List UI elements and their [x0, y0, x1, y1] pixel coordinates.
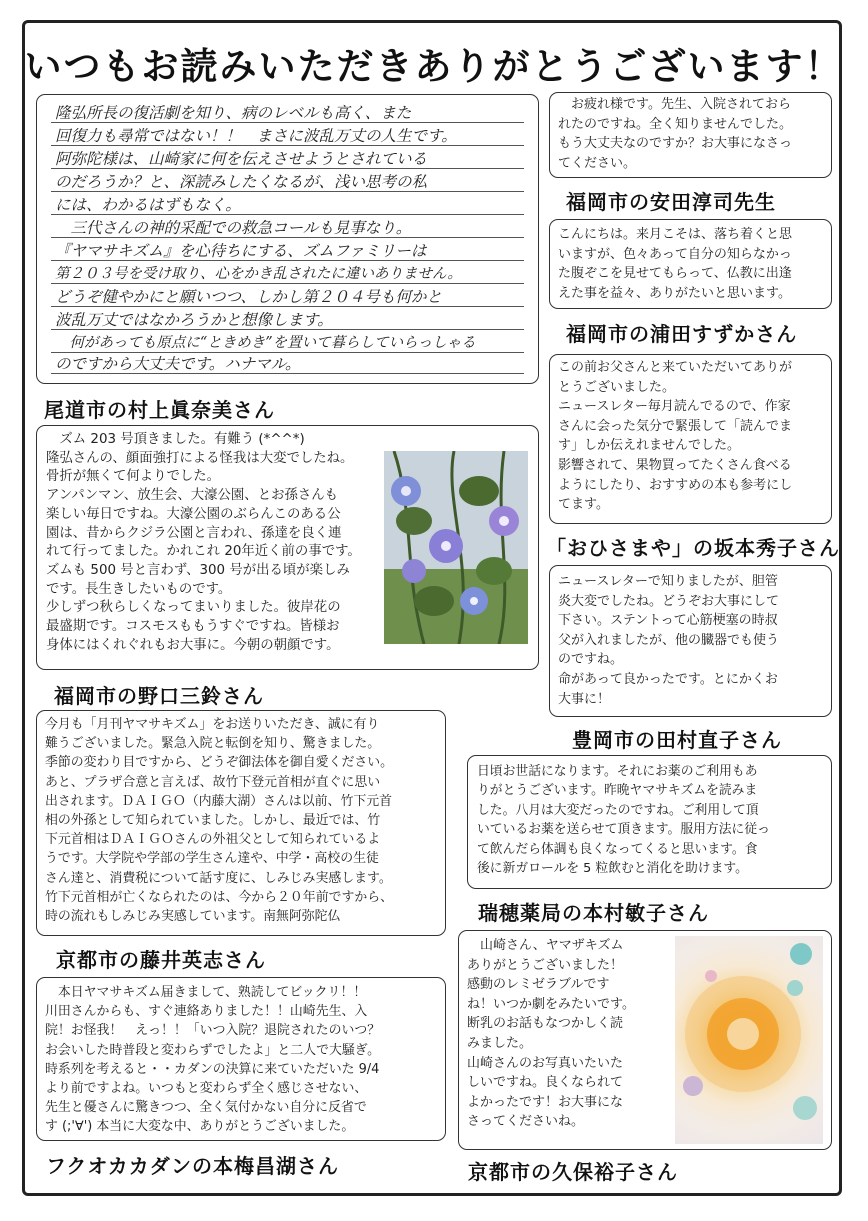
- handwritten-line: 回復力も尋常ではない！！ まさに波乱万丈の人生です。: [55, 127, 457, 145]
- author-name: 豊岡市の田村直子さん: [572, 728, 782, 752]
- author-name: 福岡市の安田淳司先生: [566, 190, 776, 214]
- author-name: 瑞穂薬局の本村敏子さん: [478, 901, 709, 925]
- letter-text: この前お父さんと来ていただいてありが とうございました。 ニュースレター毎月読んでるので、作家 さんに会った気分で緊張して「読んでま す」しか伝えれませんでした。 影響されて、果物買ってたくさん食べる ようにしたり、おすすめの本も参考にし てます。: [558, 360, 793, 513]
- handwritten-line: のですから大丈夫です。ハナマル。: [55, 355, 301, 373]
- letter-text: お疲れ様です。先生、入院されておら れたのですね。全く知りませんでした。 もう大丈夫なのですか？お大事になさっ てください。: [558, 97, 793, 171]
- author-name: 京都市の久保裕子さん: [468, 1160, 678, 1184]
- author-name: 「おひさまや」の坂本秀子さん: [546, 536, 840, 560]
- handwritten-line: のだろうか？と、深読みしたくなるが、浅い思考の私: [55, 173, 428, 191]
- handwritten-line: 『ヤマサキズム』を心待ちにする、ズムファミリーは: [55, 242, 427, 260]
- letter-box: [36, 977, 446, 1141]
- letter-text: 本日ヤマサキズム届きまして、熟読してビックリ！！ 川田さんからも、すぐ連絡ありました！！山崎先生、入 院！お怪我！ えっ！！「いつ入院？退院されたのいつ？ お会いした時普段と変わらずでしたよ」と二人で大騒ぎ。 時系列を考えると・・カダンの決算に来ていただいた 9/4 より前ですよね。いつもと変わらず全く感じさせない、 先生と優さんに驚きつつ、全く気付かない自分に反省で す (;'∀') 本当に大変な中、ありがとうございました。: [45, 985, 381, 1135]
- letter-text: ニュースレターで知りましたが、胆管 炎大変でしたね。どうぞお大事にして 下さい。ステントって心筋梗塞の時叔 父が入れましたが、他の臓器でも使う のですね。 命があって良かったです。とにかくお 大事に！: [558, 574, 780, 707]
- letter-box: [549, 92, 832, 178]
- page-title: いつもお読みいただきありがとうございます！: [24, 45, 844, 88]
- letter-box: [549, 219, 832, 309]
- author-name: 福岡市の浦田すずかさん: [566, 322, 798, 346]
- handwritten-line: 阿弥陀様は、山崎家に何を伝えさせようとされている: [55, 150, 428, 168]
- watercolor-photo: [675, 936, 823, 1144]
- handwritten-line: 何があっても原点に“ときめき”を置いて暮らしていらっしゃる: [55, 335, 476, 351]
- letter-box: [36, 710, 446, 936]
- letter-text: ズム 203 号頂きました。有難う (*^^*) 隆弘さんの、顔面強打による怪我は大変でしたね。 骨折が無くて何よりでした。 アンパンマン、放生会、大濠公園、とお孫さんも 楽しい毎日ですね。大濠公園のぶらんこのある公 園は、昔からクジラ公園と言われ、孫達を良く連 れて行ってました。かれこれ 20年近く前の事です。 ズムも 500 号と言わず、300 号が出る頃が楽しみ です。長生きしたいものです。 少しずつ秋らしくなってまいりました。彼岸花の 最盛期です。コスモスももうすぐですね。皆様お 身体にはくれぐれもお大事に。今朝の朝顔です。: [46, 432, 361, 653]
- letter-box: [467, 755, 832, 889]
- handwritten-line: には、わかるはずもなく。: [55, 196, 241, 214]
- morning-glory-photo: [384, 451, 528, 644]
- handwritten-line: 波乱万丈ではなかろうかと想像します。: [55, 311, 333, 329]
- letter-text: 山崎さん、ヤマザキズム ありがとうございました！ 感動のレミゼラブルです ね！いつか劇をみたいです。 断乳のお話もなつかしく読 みました。 山崎さんのお写真いたいた しいですね。良くなられて よかったです！お大事にな さってくださいね。: [467, 938, 635, 1130]
- letter-text: 今月も「月刊ヤマサキズム」をお送りいただき、誠に有り 難うございました。緊急入院と転倒を知り、驚きました。 季節の変わり目ですから、どうぞ御法体を御自愛ください。 あと、プラザ合意と言えば、故竹下登元首相が直ぐに思い 出されます。ＤＡＩＧＯ（内藤大湖）さんは以前、竹下元首 相の外孫として知られていました。しかし、最近では、竹 下元首相はＤＡＩＧＯさんの外祖父として知られているよ うです。大学院や学部の学生さん達や、中学・高校の生徒 さん達と、消費税について話す度に、しみじみ実感します。 竹下元首相が亡くなられたのは、今から２０年前ですから、 時の流れもしみじみ実感しています。南無阿弥陀仏: [45, 717, 394, 925]
- letter-box: [549, 354, 832, 524]
- handwritten-line: 隆弘所長の復活劇を知り、病のレベルも高く、また: [55, 104, 412, 122]
- handwritten-line: 第２０３号を受け取り、心をかき乱されたに違いありません。: [55, 266, 462, 282]
- author-name: 福岡市の野口三鈴さん: [54, 684, 264, 708]
- letter-text: こんにちは。来月こそは、落ち着くと思 いますが、色々あって自分の知らなかっ た腹ぞこを見せてもらって、仏教に出逢 えた事を益々、ありがたいと思います。: [558, 227, 793, 301]
- author-name: 京都市の藤井英志さん: [56, 948, 266, 972]
- author-name: 尾道市の村上眞奈美さん: [44, 398, 275, 422]
- handwritten-line: どうぞ健やかにと願いつつ、しかし第２０４号も何かと: [55, 288, 442, 306]
- handwritten-letter: [36, 94, 539, 384]
- handwritten-line: 三代さんの神的采配での救急コールも見事なり。: [55, 219, 412, 237]
- author-name: フクオカカダンの本梅昌湖さん: [46, 1154, 339, 1178]
- letter-text: 日頃お世話になります。それにお薬のご利用もあ りがとうございます。昨晩ヤマサキズムを読みま した。八月は大変だったのですね。ご利用して頂 いているお薬を送らせて頂きます。服用方法に従っ て飲んだら体調も良くなってくると思います。食 後に新ガロールを 5 粒飲むと消化を助けます。: [477, 764, 770, 877]
- letter-box: [549, 565, 832, 717]
